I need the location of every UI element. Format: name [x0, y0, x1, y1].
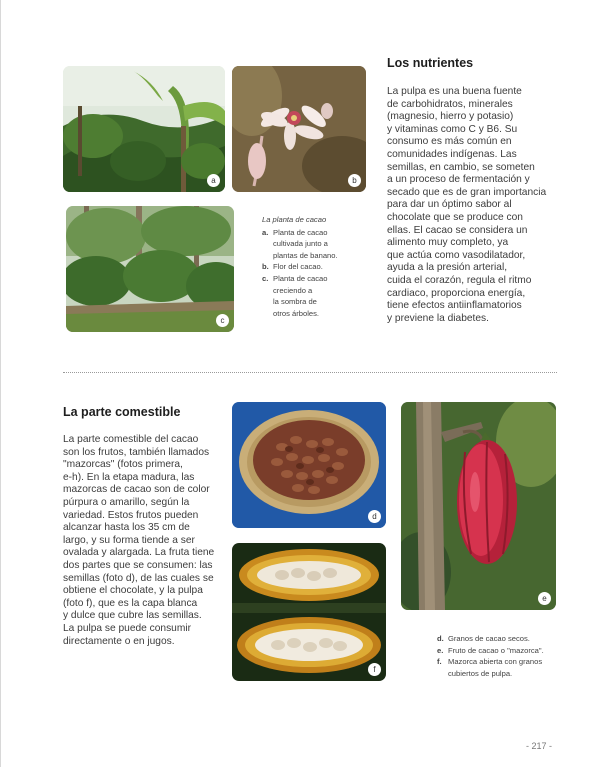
text-line: alcanzar hasta los 35 cm de — [63, 522, 190, 534]
caption-item-e — [437, 645, 567, 657]
photo-b-cacao-flower — [232, 66, 366, 192]
caption-line: Flor del cacao. — [273, 262, 323, 272]
caption-letter: f. — [437, 657, 442, 667]
photo-label-d: d — [368, 510, 381, 523]
caption-item-d — [437, 633, 567, 645]
caption-letter: e. — [437, 645, 444, 655]
text-line: que actúa como vasodilatador, — [387, 249, 526, 261]
text-line: directamente o en jugos. — [63, 635, 175, 647]
photo-e-cacao-pod — [401, 402, 556, 610]
caption-letter: b. — [262, 262, 269, 272]
photo-f-open-pod — [232, 543, 386, 681]
page-edge — [0, 0, 1, 767]
text-line: son los frutos, también llamados — [63, 446, 210, 458]
text-line: dos partes que se consumen: las — [63, 559, 213, 571]
photo-label-c: c — [216, 314, 229, 327]
caption-plant-of-cacao — [262, 214, 382, 319]
text-line: (magnesio, hierro y potasio) — [387, 111, 514, 123]
text-line: cardiaco, proporciona energía, — [387, 287, 526, 299]
caption-line: la sombra de — [273, 297, 317, 307]
caption-line: Planta de cacao — [273, 227, 328, 237]
text-line: ovalada y alargada. La fruta tiene — [63, 547, 215, 559]
caption-line: plantas de banano. — [273, 250, 338, 260]
caption-line: Mazorca abierta con granos — [448, 657, 543, 667]
text-line: obtiene el chocolate, y la pulpa — [63, 585, 203, 597]
text-line: variedad. Estos frutos pueden — [63, 509, 199, 521]
section-heading-nutrients: Los nutrientes — [387, 56, 474, 70]
photo-label-a: a — [207, 174, 220, 187]
text-line: y vitaminas como C y B6. Su — [387, 123, 518, 135]
text-line: púrpura o amarillo, según la — [63, 496, 190, 508]
caption-line: cultivada junto a — [273, 239, 328, 249]
caption-letter: a. — [262, 227, 269, 237]
photo-d-dried-beans — [232, 402, 386, 528]
text-line: y dulce que cubre las semillas. — [63, 610, 202, 622]
text-line: comunidades indígenas. Las — [387, 148, 517, 160]
text-line: para dar un óptimo sabor al — [387, 199, 512, 211]
caption-line: Planta de cacao — [273, 273, 328, 283]
photo-a-cacao-with-banana — [63, 66, 225, 192]
text-line: La pulpa se puede consumir — [63, 622, 191, 634]
photo-c-cacao-under-shade — [66, 206, 234, 332]
text-line: semillas, en cambio, se someten — [387, 161, 535, 173]
section-heading-edible-part: La parte comestible — [63, 405, 181, 419]
text-line: consumo es más común en — [387, 136, 512, 148]
text-line: ayuda a la presión arterial, — [387, 262, 508, 274]
caption-line: creciendo a — [273, 285, 313, 295]
text-line: ellas. El cacao se considera un — [387, 224, 528, 236]
page-number: - 217 - — [526, 741, 553, 751]
caption-item-a — [262, 227, 382, 262]
text-line: semillas (foto d), de las cuales se — [63, 572, 214, 584]
edible-paragraph — [63, 434, 214, 648]
photo-label-f: f — [368, 663, 381, 676]
caption-item-b — [262, 261, 382, 273]
caption-line: Granos de cacao secos. — [448, 634, 530, 643]
text-line: tiene efectos antiinflamatorios — [387, 300, 522, 312]
caption-title: La planta de cacao — [262, 215, 327, 224]
text-line: secado que es de gran importancia — [387, 186, 547, 198]
text-line: y previene la diabetes. — [387, 312, 489, 324]
caption-item-c — [262, 273, 382, 319]
text-line: cuida el corazón, regula el ritmo — [387, 274, 532, 286]
caption-line: cubiertos de pulpa. — [448, 668, 513, 678]
caption-letter: c. — [262, 273, 269, 283]
text-line: e-h). En la etapa madura, las — [63, 471, 195, 483]
photo-label-e: e — [538, 592, 551, 605]
text-line: a un proceso de fermentación y — [387, 174, 530, 186]
caption-line: Fruto de cacao o "mazorca". — [448, 645, 544, 655]
caption-fruit-photos — [437, 633, 567, 679]
caption-letter: d. — [437, 634, 444, 643]
text-line: chocolate que se produce con — [387, 211, 523, 223]
text-line: La pulpa es una buena fuente — [387, 86, 522, 97]
nutrients-paragraph — [387, 86, 546, 325]
text-line: largo, y su forma tiende a ser — [63, 534, 195, 546]
section-divider — [63, 372, 557, 373]
caption-line: otros árboles. — [273, 308, 320, 318]
text-line: La parte comestible del cacao — [63, 434, 199, 445]
text-line: alimento muy completo, ya — [387, 237, 509, 249]
text-line: de carbohidratos, minerales — [387, 98, 513, 110]
photo-label-b: b — [348, 174, 361, 187]
text-line: "mazorcas" (fotos primera, — [63, 459, 183, 471]
caption-item-f — [437, 656, 567, 679]
text-line: (foto f), que es la capa blanca — [63, 597, 198, 609]
text-line: mazorcas de cacao son de color — [63, 484, 210, 496]
